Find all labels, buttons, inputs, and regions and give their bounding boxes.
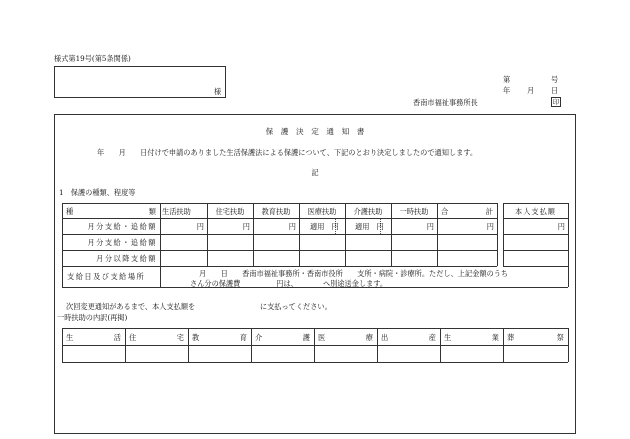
header-kaigo: 介護扶助 [353,207,383,216]
row1-iryo: 適用 円 [310,222,339,231]
row1-honnin: 円 [557,222,565,231]
t2-seikatsu: 生 活 [66,333,121,342]
row1-seikatsu: 円 [196,222,204,231]
section2-heading: 一時扶助の内訳(再掲) [57,313,128,322]
date-month: 月 [527,86,535,95]
header-honnin: 本人支払額 [515,207,556,216]
row1-label: 月分支給・追給額 [87,222,157,231]
recipient-address-box [54,66,226,98]
intro-text: 年 月 日付けで申請のありました生活保護法による保護について、下記のとおり決定しましたので通知します。 [97,148,478,157]
doc-number-dai: 第 [503,75,511,84]
address-suffix: 様 [214,87,222,96]
t2-seigyo: 生 業 [444,333,499,342]
header-gokei: 合 計 [441,207,493,216]
t2-kyoiku: 教 育 [192,333,247,342]
seal-mark: 印 [552,98,560,106]
issuer: 香南市福祉事務所長 [413,98,478,107]
row1-kaigo: 適用 円 [355,222,384,231]
row3-label: 月分以降支給額 [96,254,157,263]
ki-heading: 記 [311,168,319,177]
payment-line2: さん分の保護費 円は、 へ別途送金します。 [190,279,388,288]
t2-kaigo: 介 護 [255,333,310,342]
t2-jutaku: 住 宅 [129,333,184,342]
doc-number-go: 号 [551,75,559,84]
header-kyoiku: 教育扶助 [261,207,291,216]
header-ichiji: 一時扶助 [399,207,429,216]
t2-sosai: 葬 祭 [507,333,564,342]
next-change-text: 次回変更通知があるまで、本人支払額を に支払ってください。 [66,302,332,311]
date-year: 年 [503,86,511,95]
header-shurui: 種 類 [66,207,156,216]
row1-gokei: 円 [486,222,494,231]
t2-iryo: 医 療 [318,333,373,342]
row1-ichiji: 円 [426,222,434,231]
date-day: 日 [551,86,559,95]
payment-line1: 月 日 香南市福祉事務所・香南市役所 支所・病院・診療所。ただし、上記金額のうち [199,269,509,278]
form-id: 様式第19号(第5条関係) [54,54,131,63]
t2-shussan: 出 産 [381,333,436,342]
header-seikatsu: 生活扶助 [162,207,191,216]
section1-heading: 1 保護の種類、程度等 [59,188,136,197]
row1-kyoiku: 円 [288,222,296,231]
row2-label: 月分支給・追給額 [87,238,157,247]
payment-label: 支給日及び支給場所 [67,272,146,281]
header-jutaku: 住宅扶助 [215,207,245,216]
document-title: 保 護 決 定 通 知 書 [265,127,365,136]
row1-jutaku: 円 [242,222,250,231]
header-iryo: 医療扶助 [307,207,337,216]
